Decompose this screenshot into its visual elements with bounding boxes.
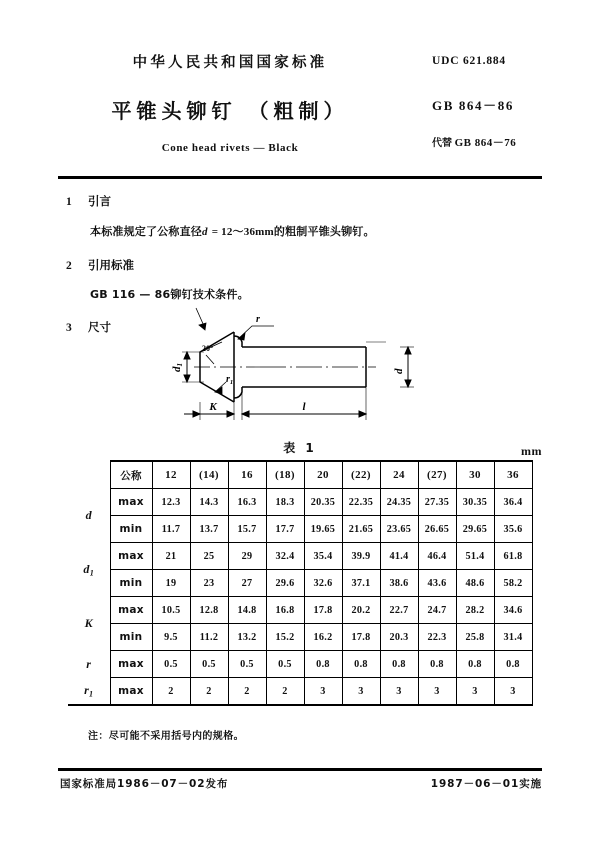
cell: 38.6 bbox=[380, 570, 418, 597]
cell: 19.65 bbox=[304, 516, 342, 543]
row-symbol-d: d bbox=[68, 489, 110, 543]
cell: 20.2 bbox=[342, 597, 380, 624]
table-header-size-4: 20 bbox=[304, 461, 342, 489]
cell: 18.3 bbox=[266, 489, 304, 516]
cell: 19 bbox=[152, 570, 190, 597]
cell: 37.1 bbox=[342, 570, 380, 597]
table-row bbox=[68, 516, 532, 543]
table-header-size-2: 16 bbox=[228, 461, 266, 489]
row-limit-label: min bbox=[110, 516, 152, 543]
row-limit-label: min bbox=[110, 570, 152, 597]
clause-3-title: 尺寸 bbox=[88, 320, 111, 334]
table-unit-label: mm bbox=[521, 444, 542, 458]
cell: 11.2 bbox=[190, 624, 228, 651]
cell: 61.8 bbox=[494, 543, 532, 570]
clause-2-body: GB 116 — 86铆钉技术条件。 bbox=[90, 288, 249, 301]
row-symbol-r1: $r_1$ bbox=[68, 678, 110, 706]
cell: 29.6 bbox=[266, 570, 304, 597]
page-title: 平锥头铆钉 （粗制） bbox=[111, 98, 349, 123]
cell: 26.65 bbox=[418, 516, 456, 543]
clause-2-number: 2 bbox=[66, 259, 72, 272]
table-row bbox=[68, 461, 532, 489]
dimension-d-arrow bbox=[405, 347, 411, 387]
cell: 14.3 bbox=[190, 489, 228, 516]
cell: 20.35 bbox=[304, 489, 342, 516]
clause-2-heading bbox=[66, 257, 540, 273]
cell: 22.3 bbox=[418, 624, 456, 651]
row-limit-label: min bbox=[110, 624, 152, 651]
cell: 23.65 bbox=[380, 516, 418, 543]
row-symbol-r: r bbox=[68, 651, 110, 678]
table-header-size-0: 12 bbox=[152, 461, 190, 489]
cell: 31.4 bbox=[494, 624, 532, 651]
clause-1-text-pre: 本标准规定了公称直径 bbox=[90, 224, 202, 238]
cell: 51.4 bbox=[456, 543, 494, 570]
radius-label-r1: $r_1$ bbox=[226, 374, 234, 386]
cell: 0.5 bbox=[266, 651, 304, 678]
cell: 29.65 bbox=[456, 516, 494, 543]
cell: 14.8 bbox=[228, 597, 266, 624]
row-symbol-K: K bbox=[68, 597, 110, 651]
clause-1-heading bbox=[66, 196, 540, 209]
cell: 24.35 bbox=[380, 489, 418, 516]
dimension-label-l: l bbox=[302, 401, 306, 413]
clause-1-range: = 12～36mm bbox=[211, 225, 274, 238]
cell: 0.5 bbox=[190, 651, 228, 678]
cell: 25.8 bbox=[456, 624, 494, 651]
cell: 13.2 bbox=[228, 624, 266, 651]
national-standard-label: 中华人民共和国国家标准 bbox=[132, 55, 328, 71]
table-header-size-6: 24 bbox=[380, 461, 418, 489]
cell: 0.8 bbox=[304, 651, 342, 678]
cell: 22.7 bbox=[380, 597, 418, 624]
cell: 9.5 bbox=[152, 624, 190, 651]
cell: 46.4 bbox=[418, 543, 456, 570]
cell: 21 bbox=[152, 543, 190, 570]
row-limit-label: max bbox=[110, 678, 152, 706]
head-pointer-arrow bbox=[196, 308, 206, 330]
cell: 3 bbox=[418, 678, 456, 706]
cell: 34.6 bbox=[494, 597, 532, 624]
footer-effective-date: 1987－06－01实施 bbox=[430, 778, 542, 790]
cell: 0.8 bbox=[380, 651, 418, 678]
row-limit-label: max bbox=[110, 597, 152, 624]
angle-label-20deg: 20° bbox=[202, 344, 214, 353]
rivet-fillet-bottom bbox=[234, 387, 242, 398]
cell: 15.7 bbox=[228, 516, 266, 543]
dimension-label-K: K bbox=[209, 401, 217, 413]
footer-divider-rule bbox=[58, 768, 542, 771]
cell: 2 bbox=[266, 678, 304, 706]
header-divider-rule bbox=[58, 176, 542, 179]
table-row bbox=[68, 570, 532, 597]
dimension-helper-lines bbox=[182, 342, 414, 420]
cell: 11.7 bbox=[152, 516, 190, 543]
document-header bbox=[0, 56, 600, 166]
cell: 58.2 bbox=[494, 570, 532, 597]
table-row bbox=[68, 651, 532, 678]
rivet-technical-drawing bbox=[170, 306, 430, 424]
r1-leader-line bbox=[215, 382, 226, 394]
cell: 3 bbox=[342, 678, 380, 706]
cell: 48.6 bbox=[456, 570, 494, 597]
cell: 17.8 bbox=[342, 624, 380, 651]
replaces-label: 代替 bbox=[432, 137, 452, 149]
row-symbol-d1: $d_1$ bbox=[68, 543, 110, 597]
cell: 29 bbox=[228, 543, 266, 570]
cell: 0.8 bbox=[342, 651, 380, 678]
cell: 16.3 bbox=[228, 489, 266, 516]
table-row bbox=[68, 624, 532, 651]
cell: 43.6 bbox=[418, 570, 456, 597]
cell: 13.7 bbox=[190, 516, 228, 543]
dimensions-table-wrapper bbox=[68, 460, 532, 706]
cell: 2 bbox=[152, 678, 190, 706]
cell: 3 bbox=[304, 678, 342, 706]
table-header-size-1: (14) bbox=[190, 461, 228, 489]
cell: 16.8 bbox=[266, 597, 304, 624]
table-header-size-5: (22) bbox=[342, 461, 380, 489]
cell: 32.6 bbox=[304, 570, 342, 597]
cell: 3 bbox=[456, 678, 494, 706]
table-row bbox=[68, 597, 532, 624]
cell: 17.7 bbox=[266, 516, 304, 543]
dimension-label-d: d bbox=[393, 368, 405, 374]
cell: 24.7 bbox=[418, 597, 456, 624]
table-header-size-7: (27) bbox=[418, 461, 456, 489]
clause-1-text-post: 的粗制平锥头铆钉。 bbox=[273, 224, 375, 238]
table-header-nominal: 公称 bbox=[110, 461, 152, 489]
dimensions-table bbox=[68, 460, 533, 706]
clause-1-title: 引言 bbox=[88, 194, 111, 208]
cell: 39.9 bbox=[342, 543, 380, 570]
table-header-size-3: (18) bbox=[266, 461, 304, 489]
cell: 30.35 bbox=[456, 489, 494, 516]
cell: 12.3 bbox=[152, 489, 190, 516]
standard-number: GB 864－86 bbox=[432, 97, 514, 113]
cell: 0.8 bbox=[494, 651, 532, 678]
cell: 22.35 bbox=[342, 489, 380, 516]
cell: 35.4 bbox=[304, 543, 342, 570]
dimension-d1-arrow bbox=[184, 352, 190, 382]
header-title-block bbox=[60, 56, 400, 154]
clause-1-body bbox=[66, 226, 540, 238]
cell: 17.8 bbox=[304, 597, 342, 624]
page-title-english: Cone head rivets — Black bbox=[161, 141, 299, 154]
cell: 2 bbox=[190, 678, 228, 706]
cell: 21.65 bbox=[342, 516, 380, 543]
cell: 32.4 bbox=[266, 543, 304, 570]
table-row bbox=[68, 489, 532, 516]
cell: 41.4 bbox=[380, 543, 418, 570]
cell: 3 bbox=[380, 678, 418, 706]
cell: 28.2 bbox=[456, 597, 494, 624]
footer-issue-date: 国家标准局1986－07－02发布 bbox=[60, 778, 229, 790]
cell: 10.5 bbox=[152, 597, 190, 624]
document-footer bbox=[60, 776, 542, 794]
cell: 0.5 bbox=[228, 651, 266, 678]
replaces-note bbox=[432, 138, 592, 150]
table-header-size-8: 30 bbox=[456, 461, 494, 489]
cell: 0.8 bbox=[456, 651, 494, 678]
row-limit-label: max bbox=[110, 651, 152, 678]
table-header-size-9: 36 bbox=[494, 461, 532, 489]
cell: 27 bbox=[228, 570, 266, 597]
cell: 36.4 bbox=[494, 489, 532, 516]
clause-1-symbol-d: d bbox=[202, 225, 208, 238]
clause-2-title: 引用标准 bbox=[88, 257, 134, 272]
table-row bbox=[68, 678, 532, 706]
cell: 12.8 bbox=[190, 597, 228, 624]
radius-label-r: r bbox=[256, 314, 260, 325]
table-row bbox=[68, 543, 532, 570]
row-limit-label: max bbox=[110, 543, 152, 570]
cell: 35.6 bbox=[494, 516, 532, 543]
cell: 15.2 bbox=[266, 624, 304, 651]
table-caption: 表 1 bbox=[283, 441, 317, 455]
cell: 0.5 bbox=[152, 651, 190, 678]
cell: 25 bbox=[190, 543, 228, 570]
clause-3-number: 3 bbox=[66, 322, 72, 334]
clause-1-number: 1 bbox=[66, 196, 72, 208]
header-identifier-block bbox=[432, 56, 592, 149]
replaces-standard-number: GB 864－76 bbox=[454, 136, 517, 149]
table-corner-blank bbox=[68, 461, 110, 489]
r-leader-line bbox=[238, 326, 274, 340]
cell: 16.2 bbox=[304, 624, 342, 651]
udc-code: UDC 621.884 bbox=[432, 55, 506, 67]
rivet-drawing-svg bbox=[170, 306, 430, 424]
cell: 27.35 bbox=[418, 489, 456, 516]
cell: 0.8 bbox=[418, 651, 456, 678]
row-limit-label: max bbox=[110, 489, 152, 516]
table-note: 注：尽可能不采用括号内的规格。 bbox=[88, 731, 244, 742]
dimension-label-d1: d1 bbox=[171, 363, 184, 372]
cell: 3 bbox=[494, 678, 532, 706]
cell: 23 bbox=[190, 570, 228, 597]
cell: 2 bbox=[228, 678, 266, 706]
cell: 20.3 bbox=[380, 624, 418, 651]
